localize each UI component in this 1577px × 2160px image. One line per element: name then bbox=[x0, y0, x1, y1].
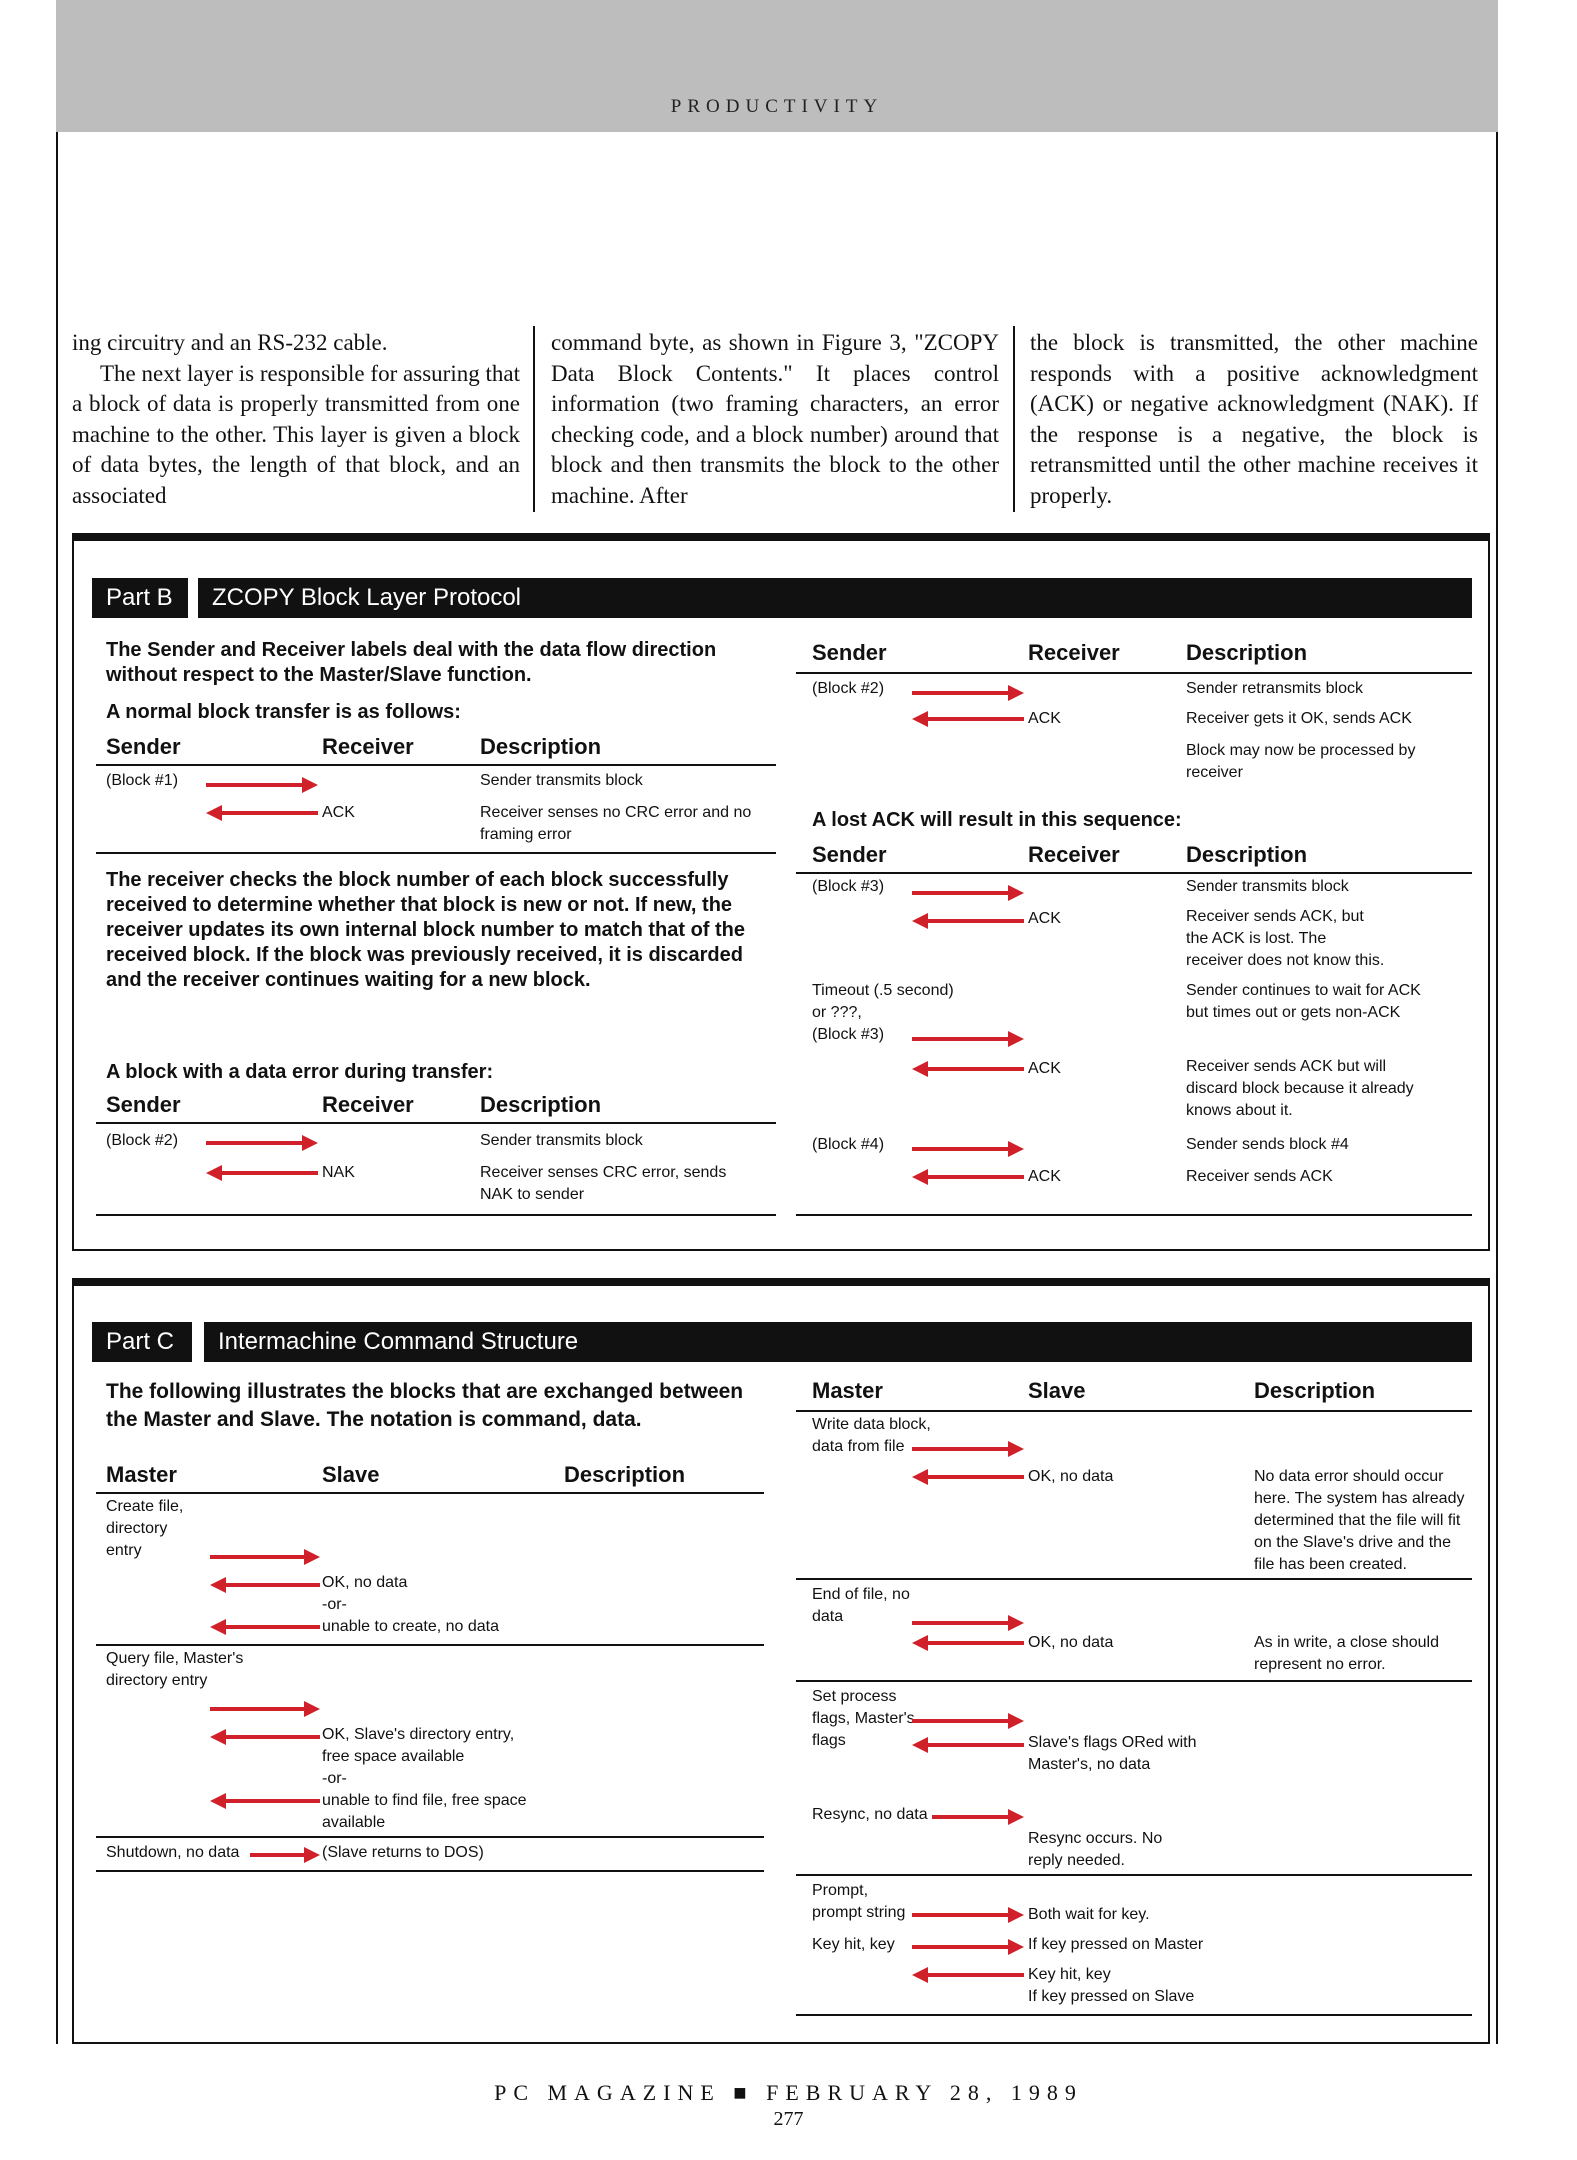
col-receiver: Receiver bbox=[1028, 842, 1120, 867]
eof-slave: OK, no data bbox=[1028, 1634, 1114, 1651]
lost-desc1: Sender transmits block bbox=[1186, 878, 1349, 895]
intro-column-3 bbox=[1030, 328, 1478, 511]
table-rule bbox=[96, 764, 776, 766]
table-rule bbox=[796, 1214, 1472, 1216]
table-rule bbox=[796, 1410, 1472, 1412]
right-arrow-icon bbox=[912, 1712, 1024, 1730]
keyhit-slave: If key pressed on Master bbox=[1028, 1936, 1204, 1953]
prompt-slave: Both wait for key. bbox=[1028, 1906, 1150, 1923]
flags-slave: Slave's flags ORed with Master's, no data bbox=[1028, 1734, 1197, 1773]
left-arrow-icon bbox=[210, 1618, 320, 1636]
table-rule bbox=[96, 852, 776, 854]
keyhit-master: Key hit, key bbox=[812, 1936, 895, 1953]
col-sender: Sender bbox=[812, 640, 887, 665]
left-arrow-icon bbox=[210, 1792, 320, 1810]
col-description: Description bbox=[564, 1462, 686, 1487]
table-rule bbox=[796, 672, 1472, 674]
part-b-tab: Part B bbox=[92, 578, 188, 618]
left-arrow-icon bbox=[206, 804, 318, 822]
lost-desc6: Receiver sends ACK bbox=[1186, 1168, 1333, 1185]
resync-slave: Resync occurs. No reply needed. bbox=[1028, 1830, 1163, 1869]
frame-right bbox=[1496, 132, 1498, 2044]
col-sender: Sender bbox=[106, 1092, 181, 1117]
left-arrow-icon bbox=[912, 1634, 1024, 1652]
col-description: Description bbox=[480, 734, 602, 759]
table-rule bbox=[96, 1214, 776, 1216]
create-master: Create file, directory entry bbox=[106, 1498, 184, 1559]
col-sender: Sender bbox=[812, 842, 887, 867]
query-slave2: unable to find file, free space available bbox=[322, 1792, 527, 1831]
right-arrow-icon bbox=[210, 1548, 320, 1566]
left-arrow-icon bbox=[912, 912, 1024, 930]
left-arrow-icon bbox=[206, 1164, 318, 1182]
lost-ack3: ACK bbox=[1028, 1168, 1061, 1185]
right-arrow-icon bbox=[912, 1614, 1024, 1632]
create-slave1: OK, no data bbox=[322, 1574, 408, 1591]
intro-column-2 bbox=[551, 328, 999, 511]
right-arrow-icon bbox=[912, 1140, 1024, 1158]
table-rule bbox=[796, 872, 1472, 874]
intro-column-1 bbox=[72, 328, 520, 511]
right-arrow-icon bbox=[912, 1440, 1024, 1458]
part-c-tab: Part C bbox=[92, 1322, 192, 1362]
flags-master: Set process flags, Master's flags bbox=[812, 1688, 915, 1749]
right-arrow-icon bbox=[210, 1700, 320, 1718]
table-rule bbox=[96, 1870, 764, 1872]
col-receiver: Receiver bbox=[1028, 640, 1120, 665]
write-slave: OK, no data bbox=[1028, 1468, 1114, 1485]
right-arrow-icon bbox=[206, 1134, 318, 1152]
lost-ack1: ACK bbox=[1028, 910, 1061, 927]
right-arrow-icon bbox=[912, 884, 1024, 902]
left-arrow-icon bbox=[912, 1168, 1024, 1186]
intro-col3: the block is transmitted, the other machine responds with a positive acknowledgment (ACK) or negative acknowledgment (NAK). If the response is a negative, the block is retransmitted until the other machine receives it properly. bbox=[1030, 330, 1478, 508]
table-rule bbox=[796, 1578, 1472, 1580]
right-arrow-icon bbox=[912, 684, 1024, 702]
lost-block4: (Block #4) bbox=[812, 1136, 885, 1153]
shutdown-master: Shutdown, no data bbox=[106, 1844, 240, 1861]
retransmit-desc2: Receiver gets it OK, sends ACK bbox=[1186, 710, 1412, 727]
error-heading: A block with a data error during transfer: bbox=[106, 1061, 494, 1083]
create-or: -or- bbox=[322, 1596, 347, 1613]
left-arrow-icon bbox=[912, 1468, 1024, 1486]
col-receiver: Receiver bbox=[322, 1092, 414, 1117]
col-master: Master bbox=[812, 1378, 883, 1403]
left-arrow-icon bbox=[912, 1736, 1024, 1754]
normal-transfer-heading: A normal block transfer is as follows: bbox=[106, 701, 461, 723]
left-arrow-icon bbox=[210, 1576, 320, 1594]
error-block: (Block #2) bbox=[106, 1132, 179, 1149]
lost-desc5: Sender sends block #4 bbox=[1186, 1136, 1349, 1153]
keyhit-slave3: If key pressed on Slave bbox=[1028, 1988, 1195, 2005]
right-arrow-icon bbox=[250, 1846, 320, 1864]
normal-desc1: Sender transmits block bbox=[480, 772, 643, 789]
left-arrow-icon bbox=[210, 1728, 320, 1746]
query-slave1: OK, Slave's directory entry, free space available bbox=[322, 1726, 515, 1765]
col-description: Description bbox=[1186, 842, 1308, 867]
lost-desc2: Receiver sends ACK, but the ACK is lost. The receiver does not know this. bbox=[1186, 908, 1385, 969]
prompt-master: Prompt, prompt string bbox=[812, 1882, 906, 1921]
part-b-intro: The Sender and Receiver labels deal with the data flow direction without respect to the Master/Slave function. bbox=[106, 639, 717, 686]
col-description: Description bbox=[1186, 640, 1308, 665]
retransmit-desc3: Block may now be processed by receiver bbox=[1186, 742, 1416, 781]
col-description: Description bbox=[1254, 1378, 1376, 1403]
resync-master: Resync, no data bbox=[812, 1806, 928, 1823]
part-b-title: ZCOPY Block Layer Protocol bbox=[198, 578, 1472, 618]
table-rule bbox=[96, 1644, 764, 1646]
column-divider bbox=[533, 326, 535, 512]
page-number: 277 bbox=[773, 2108, 804, 2130]
lost-block3b: (Block #3) bbox=[812, 1026, 885, 1043]
right-arrow-icon bbox=[932, 1808, 1024, 1826]
intro-col1-p2: The next layer is responsible for assuring that a block of data is properly transmitted from one machine to the other. This layer is given a block of data bytes, the length of that block, and an associated bbox=[72, 360, 520, 508]
right-arrow-icon bbox=[206, 776, 318, 794]
normal-ack: ACK bbox=[322, 804, 355, 821]
table-rule bbox=[96, 1492, 764, 1494]
lost-block3: (Block #3) bbox=[812, 878, 885, 895]
normal-desc2: Receiver senses no CRC error and no framing error bbox=[480, 804, 752, 843]
lost-desc4: Receiver sends ACK but will discard block because it already knows about it. bbox=[1186, 1058, 1414, 1119]
eof-desc: As in write, a close should represent no error. bbox=[1254, 1634, 1439, 1673]
col-receiver: Receiver bbox=[322, 734, 414, 759]
col-sender: Sender bbox=[106, 734, 181, 759]
col-slave: Slave bbox=[322, 1462, 380, 1487]
write-master: Write data block, data from file bbox=[812, 1416, 931, 1455]
retransmit-desc1: Sender retransmits block bbox=[1186, 680, 1363, 697]
write-desc: No data error should occur here. The system has already determined that the file will fit on the Slave's drive and the file has been created. bbox=[1254, 1468, 1465, 1573]
lost-ack2: ACK bbox=[1028, 1060, 1061, 1077]
error-desc2: Receiver senses CRC error, sends NAK to sender bbox=[480, 1164, 727, 1203]
table-rule bbox=[96, 1836, 764, 1838]
create-slave2: unable to create, no data bbox=[322, 1618, 500, 1635]
lost-timeout: Timeout (.5 second) or ???, bbox=[812, 982, 954, 1021]
error-nak: NAK bbox=[322, 1164, 355, 1181]
retransmit-ack: ACK bbox=[1028, 710, 1061, 727]
shutdown-slave: (Slave returns to DOS) bbox=[322, 1844, 484, 1861]
right-arrow-icon bbox=[912, 1030, 1024, 1048]
right-arrow-icon bbox=[912, 1938, 1024, 1956]
error-desc1: Sender transmits block bbox=[480, 1132, 643, 1149]
column-divider bbox=[1013, 326, 1015, 512]
table-rule bbox=[796, 1680, 1472, 1682]
retransmit-block: (Block #2) bbox=[812, 680, 885, 697]
section-label: PRODUCTIVITY bbox=[670, 96, 884, 117]
col-master: Master bbox=[106, 1462, 177, 1487]
col-slave: Slave bbox=[1028, 1378, 1086, 1403]
col-description: Description bbox=[480, 1092, 602, 1117]
lost-ack-heading: A lost ACK will result in this sequence: bbox=[812, 809, 1182, 831]
part-c-title: Intermachine Command Structure bbox=[204, 1322, 1472, 1362]
intro-col2: command byte, as shown in Figure 3, "ZCOPY Data Block Contents." It places control information (two framing characters, an error checking code, and a block number) around that block and then transmits the block to the other machine. After bbox=[551, 330, 999, 508]
normal-block: (Block #1) bbox=[106, 772, 179, 789]
keyhit-slave2: Key hit, key bbox=[1028, 1966, 1111, 1983]
table-rule bbox=[796, 2014, 1472, 2016]
query-or: -or- bbox=[322, 1770, 347, 1787]
left-arrow-icon bbox=[912, 1966, 1024, 1984]
right-arrow-icon bbox=[912, 1906, 1024, 1924]
intro-col1-p1: ing circuitry and an RS-232 cable. bbox=[72, 330, 388, 355]
part-c-intro: The following illustrates the blocks that are exchanged between the Master and Slave. The notation is command, data. bbox=[106, 1380, 744, 1431]
receiver-paragraph: The receiver checks the block number of each block successfully received to determine whether that block is new or not. If new, the receiver updates its own internal block number to match that of the received block. If the block was previously received, it is discarded and the receiver continues waiting for a new block. bbox=[106, 869, 746, 991]
left-arrow-icon bbox=[912, 710, 1024, 728]
footer-magazine: PC MAGAZINE ■ FEBRUARY 28, 1989 bbox=[494, 2080, 1083, 2105]
table-rule bbox=[96, 1122, 776, 1124]
eof-master: End of file, no data bbox=[812, 1586, 910, 1625]
lost-desc3: Sender continues to wait for ACK but times out or gets non-ACK bbox=[1186, 982, 1421, 1021]
table-rule bbox=[796, 1874, 1472, 1876]
query-master: Query file, Master's directory entry bbox=[106, 1650, 244, 1689]
left-arrow-icon bbox=[912, 1060, 1024, 1078]
frame-left bbox=[56, 132, 58, 2044]
